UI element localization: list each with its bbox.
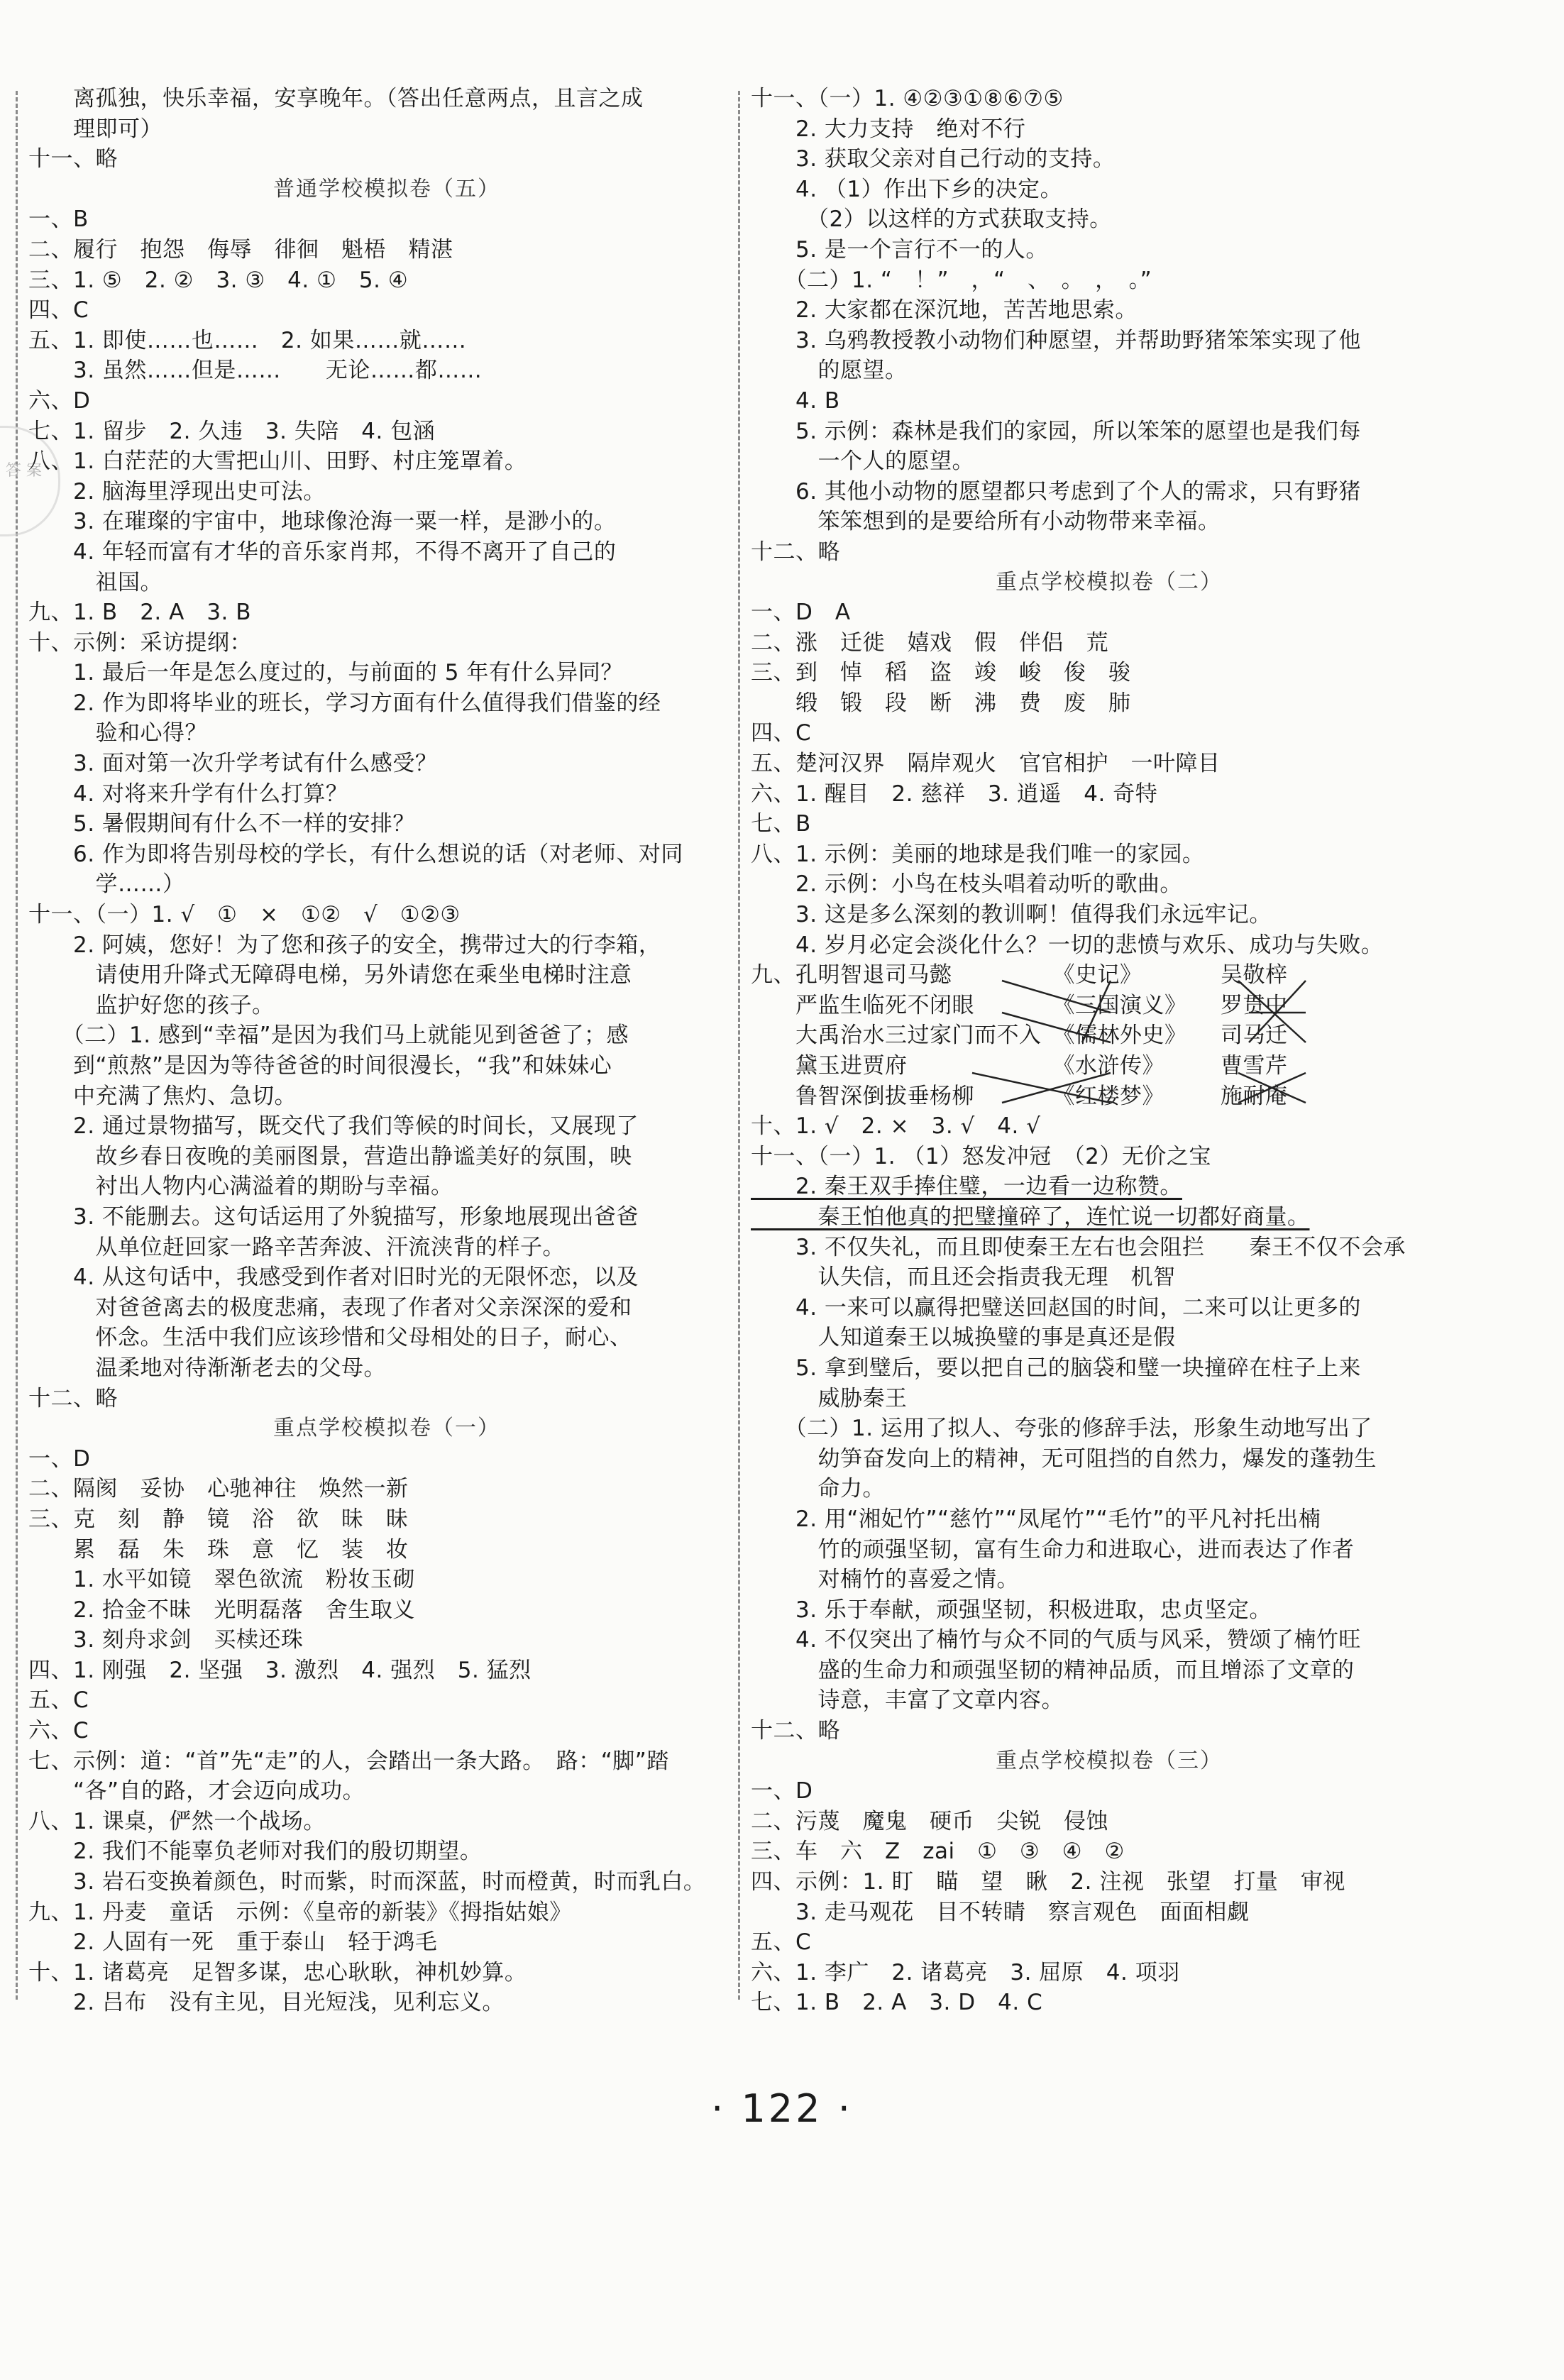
answer-line: 二、涨 迁徙 嬉戏 假 伴侣 荒 — [751, 629, 1108, 656]
answer-line: 2. 人固有一死 重于泰山 轻于鸿毛 — [28, 1929, 438, 1956]
answer-line: 怀念。生活中我们应该珍惜和父母相处的日子，耐心、 — [28, 1325, 632, 1351]
answer-line: 5. 拿到璧后，要以把自己的脑袋和璧一块撞碎在柱子上来 — [751, 1355, 1361, 1381]
answer-line: 3. 乐于奉献，顽强坚韧，积极进取，忠贞坚定。 — [751, 1597, 1272, 1623]
answer-line: （二）1. 运用了拟人、夸张的修辞手法，形象生动地写出了 — [751, 1416, 1372, 1442]
answer-line: 监护好您的孩子。 — [28, 992, 275, 1018]
answer-line: 五、1. 即使……也…… 2. 如果……就…… — [28, 327, 467, 353]
answer-line: 黛玉进贾府 《水浒传》 曹雪芹 — [751, 1053, 1288, 1079]
answer-line: 3. 不仅失礼，而且即使秦王左右也会阻拦 秦王不仅不会承 — [751, 1234, 1406, 1260]
answer-line: 五、楚河汉界 隔岸观火 官官相护 一叶障目 — [751, 751, 1221, 777]
answer-line: 4. B — [751, 387, 840, 414]
answer-line: 2. 阿姨，您好！为了您和孩子的安全，携带过大的行李箱， — [28, 932, 661, 958]
answer-line: 5. 示例：森林是我们的家园，所以笨笨的愿望也是我们每 — [751, 418, 1361, 444]
answer-line: 七、示例：道：“首”先“走”的人，会踏出一条大路。 路：“脚”踏 — [28, 1748, 669, 1774]
answer-line: 累 磊 朱 珠 意 忆 装 妆 — [28, 1536, 409, 1563]
answer-line: 六、C — [28, 1718, 89, 1744]
answer-line: 七、1. B 2. A 3. D 4. C — [751, 1990, 1043, 2016]
answer-line: 大禹治水三过家门而不入 《儒林外史》 司马迁 — [751, 1023, 1288, 1049]
answer-line: 盛的生命力和顽强坚韧的精神品质，而且增添了文章的 — [751, 1657, 1355, 1683]
section-title: 重点学校模拟卷（一） — [273, 1416, 500, 1441]
answer-line: 一、D — [28, 1445, 91, 1472]
stamp-text: 答 案 — [6, 462, 42, 480]
answer-line: 鲁智深倒拔垂杨柳 《红楼梦》 施耐庵 — [751, 1083, 1288, 1109]
answer-line: 3. 不能删去。这句话运用了外貌描写，形象地展现出爸爸 — [28, 1203, 639, 1230]
answer-line: “各”自的路，才会迈向成功。 — [28, 1778, 365, 1805]
answer-line: 八、1. 课桌，俨然一个战场。 — [28, 1808, 326, 1834]
answer-line: 诗意，丰富了文章内容。 — [751, 1687, 1064, 1714]
answer-line: 威胁秦王 — [751, 1385, 908, 1411]
answer-line: 十、示例：采访提纲： — [28, 629, 252, 656]
answer-line: 三、克 刻 静 镜 浴 欲 昧 昧 — [28, 1506, 409, 1532]
left-margin-dashed-line — [16, 91, 18, 2000]
answer-line: 2. 用“湘妃竹”“慈竹”“凤尾竹”“毛竹”的平凡衬托出楠 — [751, 1506, 1321, 1532]
answer-line: 对爸爸离去的极度悲痛，表现了作者对父亲深深的爱和 — [28, 1294, 632, 1321]
left-answer-column — [28, 84, 745, 2018]
answer-line: 十一、略 — [28, 146, 118, 172]
answer-line: 二、污蔑 魔鬼 硬币 尖锐 侵蚀 — [751, 1808, 1108, 1834]
answer-line: 五、C — [28, 1687, 89, 1714]
answer-line: （二）1. “ ！” ，“ 、 。 ， 。” — [751, 267, 1152, 293]
answer-line: 竹的顽强坚韧，富有生命力和进取心，进而表达了作者 — [751, 1536, 1355, 1563]
answer-line: 3. 虽然……但是…… 无论……都…… — [28, 358, 483, 384]
answer-line: 五、C — [751, 1929, 812, 1956]
answer-line: 十二、略 — [28, 1385, 118, 1411]
answer-line: 3. 获取父亲对自己行动的支持。 — [751, 146, 1116, 172]
answer-line: 4. 岁月必定会淡化什么？一切的悲愤与欢乐、成功与失败。 — [751, 932, 1384, 958]
answer-line: 对楠竹的喜爱之情。 — [751, 1567, 1019, 1593]
answer-line: 十一、（一）1. √ ① × ①② √ ①②③ — [28, 902, 461, 928]
answer-line: 二、隔阂 妥协 心驰神往 焕然一新 — [28, 1476, 409, 1502]
answer-line: 八、1. 白茫茫的大雪把山川、田野、村庄笼罩着。 — [28, 448, 527, 475]
answer-line: 4. 年轻而富有才华的音乐家肖邦，不得不离开了自己的 — [28, 539, 617, 565]
answer-line: 从单位赶回家一路辛苦奔波、汗流浃背的样子。 — [28, 1234, 565, 1260]
answer-line: 2. 通过景物描写，既交代了我们等候的时间长，又展现了 — [28, 1113, 639, 1140]
answer-line: 三、1. ⑤ 2. ② 3. ③ 4. ① 5. ④ — [28, 267, 409, 293]
answer-line: 中充满了焦灼、急切。 — [28, 1083, 297, 1109]
answer-line: 十、1. √ 2. × 3. √ 4. √ — [751, 1113, 1041, 1140]
answer-line: 六、D — [28, 387, 91, 414]
answer-line: 三、到 悼 稻 盗 竣 峻 俊 骏 — [751, 660, 1131, 686]
answer-line: 十二、略 — [751, 1718, 840, 1744]
answer-line: 十二、略 — [751, 539, 840, 565]
answer-line: 2. 脑海里浮现出史可法。 — [28, 478, 326, 505]
answer-line: 验和心得？ — [28, 720, 207, 746]
answer-line: 笨笨想到的是要给所有小动物带来幸福。 — [751, 509, 1221, 535]
section-title: 普通学校模拟卷（五） — [273, 176, 500, 202]
answer-line: 2. 我们不能辜负老师对我们的殷切期望。 — [28, 1839, 483, 1865]
answer-line: 九、孔明智退司马懿 《史记》 吴敬梓 — [751, 962, 1288, 988]
answer-line: 4. （1）作出下乡的决定。 — [751, 176, 1063, 202]
answer-line: 命力。 — [751, 1476, 885, 1502]
answer-line: 6. 其他小动物的愿望都只考虑到了个人的需求，只有野猪 — [751, 478, 1361, 505]
answer-line: 八、1. 示例：美丽的地球是我们唯一的家园。 — [751, 841, 1205, 867]
answer-line: 四、示例：1. 盯 瞄 望 瞅 2. 注视 张望 打量 审视 — [751, 1869, 1345, 1895]
answer-line: 人知道秦王以城换璧的事是真还是假 — [751, 1325, 1176, 1351]
answer-line: 温柔地对待渐渐老去的父母。 — [28, 1355, 386, 1381]
answer-line: 5. 暑假期间有什么不一样的安排？ — [28, 811, 415, 837]
answer-line: 一、D — [751, 1778, 813, 1805]
answer-line: 十、1. 诸葛亮 足智多谋，忠心耿耿，神机妙算。 — [28, 1959, 527, 1985]
answer-line: 3. 刻舟求剑 买椟还珠 — [28, 1627, 304, 1653]
answer-line: 二、履行 抱怨 侮辱 徘徊 魁梧 精湛 — [28, 236, 453, 263]
answer-line: 2. 拾金不昧 光明磊落 舍生取义 — [28, 1597, 415, 1623]
answer-line: 七、1. 留步 2. 久违 3. 失陪 4. 包涵 — [28, 418, 436, 444]
answer-line: 3. 岩石变换着颜色，时而紫，时而深蓝，时而橙黄，时而乳白。 — [28, 1869, 706, 1895]
answer-line: 4. 从这句话中，我感受到作者对旧时光的无限怀恋，以及 — [28, 1265, 639, 1291]
answer-line: 一、D A — [751, 600, 851, 626]
answer-line: 十一、（一）1. ④②③①⑧⑥⑦⑤ — [751, 86, 1064, 111]
answer-line: 四、C — [28, 297, 89, 324]
section-title: 重点学校模拟卷（二） — [996, 569, 1223, 595]
answer-line: 九、1. B 2. A 3. B — [28, 600, 252, 626]
answer-line: 2. 秦王双手捧住璧，一边看一边称赞。 — [751, 1174, 1182, 1200]
answer-line: 4. 不仅突出了楠竹与众不同的气质与风采，赞颂了楠竹旺 — [751, 1627, 1361, 1653]
answer-line: 4. 对将来升学有什么打算？ — [28, 781, 348, 807]
right-answer-column — [751, 84, 1467, 2018]
answer-line: 十一、（一）1. （1）怒发冲冠 （2）无价之宝 — [751, 1143, 1211, 1169]
answer-line: 一、B — [28, 206, 89, 233]
answer-line: 4. 一来可以赢得把璧送回赵国的时间，二来可以让更多的 — [751, 1294, 1361, 1321]
answer-line: 1. 最后一年是怎么度过的，与前面的 5 年有什么异同？ — [28, 660, 623, 686]
answer-line: 6. 作为即将告别母校的学长，有什么想说的话（对老师、对同 — [28, 841, 683, 867]
answer-line: 理即可） — [28, 116, 163, 142]
answer-line: 3. 这是多么深刻的教训啊！值得我们永远牢记。 — [751, 902, 1272, 928]
answer-line: 四、C — [751, 720, 812, 746]
answer-line: 2. 吕布 没有主见，目光短浅，见利忘义。 — [28, 1990, 505, 2016]
answer-line: 3. 走马观花 目不转睛 察言观色 面面相觑 — [751, 1899, 1250, 1925]
answer-line: 2. 大家都在深沉地，苦苦地思索。 — [751, 297, 1138, 324]
answer-line: 故乡春日夜晚的美丽图景，营造出静谧美好的氛围，映 — [28, 1143, 632, 1169]
answer-line: 离孤独，快乐幸福，安享晚年。（答出任意两点，且言之成 — [28, 86, 644, 111]
answer-line: 六、1. 李广 2. 诸葛亮 3. 屈原 4. 项羽 — [751, 1959, 1180, 1985]
page-number: · 122 · — [711, 2086, 853, 2131]
answer-line: 七、B — [751, 811, 811, 837]
answer-line: 衬出人物内心满溢着的期盼与幸福。 — [28, 1174, 453, 1200]
answer-line: 2. 大力支持 绝对不行 — [751, 116, 1026, 142]
answer-line: 秦王怕他真的把璧撞碎了，连忙说一切都好商量。 — [751, 1203, 1310, 1230]
answer-line: 3. 在璀璨的宇宙中，地球像沧海一粟一样，是渺小的。 — [28, 509, 617, 535]
answer-line: 2. 示例：小鸟在枝头唱着动听的歌曲。 — [751, 871, 1182, 898]
answer-line: 认失信，而且还会指责我无理 机智 — [751, 1265, 1176, 1291]
answer-line: 2. 作为即将毕业的班长，学习方面有什么值得我们借鉴的经 — [28, 690, 661, 716]
answer-line: 3. 面对第一次升学考试有什么感受？ — [28, 751, 438, 777]
answer-line: 请使用升降式无障碍电梯，另外请您在乘坐电梯时注意 — [28, 962, 632, 988]
answer-line: 九、1. 丹麦 童话 示例：《皇帝的新装》《拇指姑娘》 — [28, 1899, 572, 1925]
answer-line: 的愿望。 — [751, 358, 908, 384]
answer-line: 3. 乌鸦教授教小动物们种愿望，并帮助野猪笨笨实现了他 — [751, 327, 1361, 353]
answer-line: 一个人的愿望。 — [751, 448, 974, 475]
section-title: 重点学校模拟卷（三） — [996, 1748, 1223, 1773]
answer-line: 祖国。 — [28, 569, 163, 595]
answer-line: 四、1. 刚强 2. 坚强 3. 激烈 4. 强烈 5. 猛烈 — [28, 1657, 532, 1683]
answer-line: 三、车 六 Z zai ① ③ ④ ② — [751, 1839, 1125, 1865]
answer-line: 六、1. 醒目 2. 慈祥 3. 逍遥 4. 奇特 — [751, 781, 1158, 807]
answer-line: （2）以这样的方式获取支持。 — [751, 206, 1112, 233]
answer-line: （二）1. 感到“幸福”是因为我们马上就能见到爸爸了；感 — [28, 1023, 629, 1049]
answer-line: 幼笋奋发向上的精神，无可阻挡的自然力，爆发的蓬勃生 — [751, 1445, 1377, 1472]
answer-line: 1. 水平如镜 翠色欲流 粉妆玉砌 — [28, 1567, 415, 1593]
answer-line: 5. 是一个言行不一的人。 — [751, 236, 1048, 263]
answer-line: 缎 锻 段 断 沸 费 废 肺 — [751, 690, 1131, 716]
answer-line: 到“煎熬”是因为等待爸爸的时间很漫长，“我”和妹妹心 — [28, 1053, 612, 1079]
answer-line: 严监生临死不闭眼 《三国演义》 罗贯中 — [751, 992, 1288, 1018]
answer-line: 学……） — [28, 871, 185, 898]
